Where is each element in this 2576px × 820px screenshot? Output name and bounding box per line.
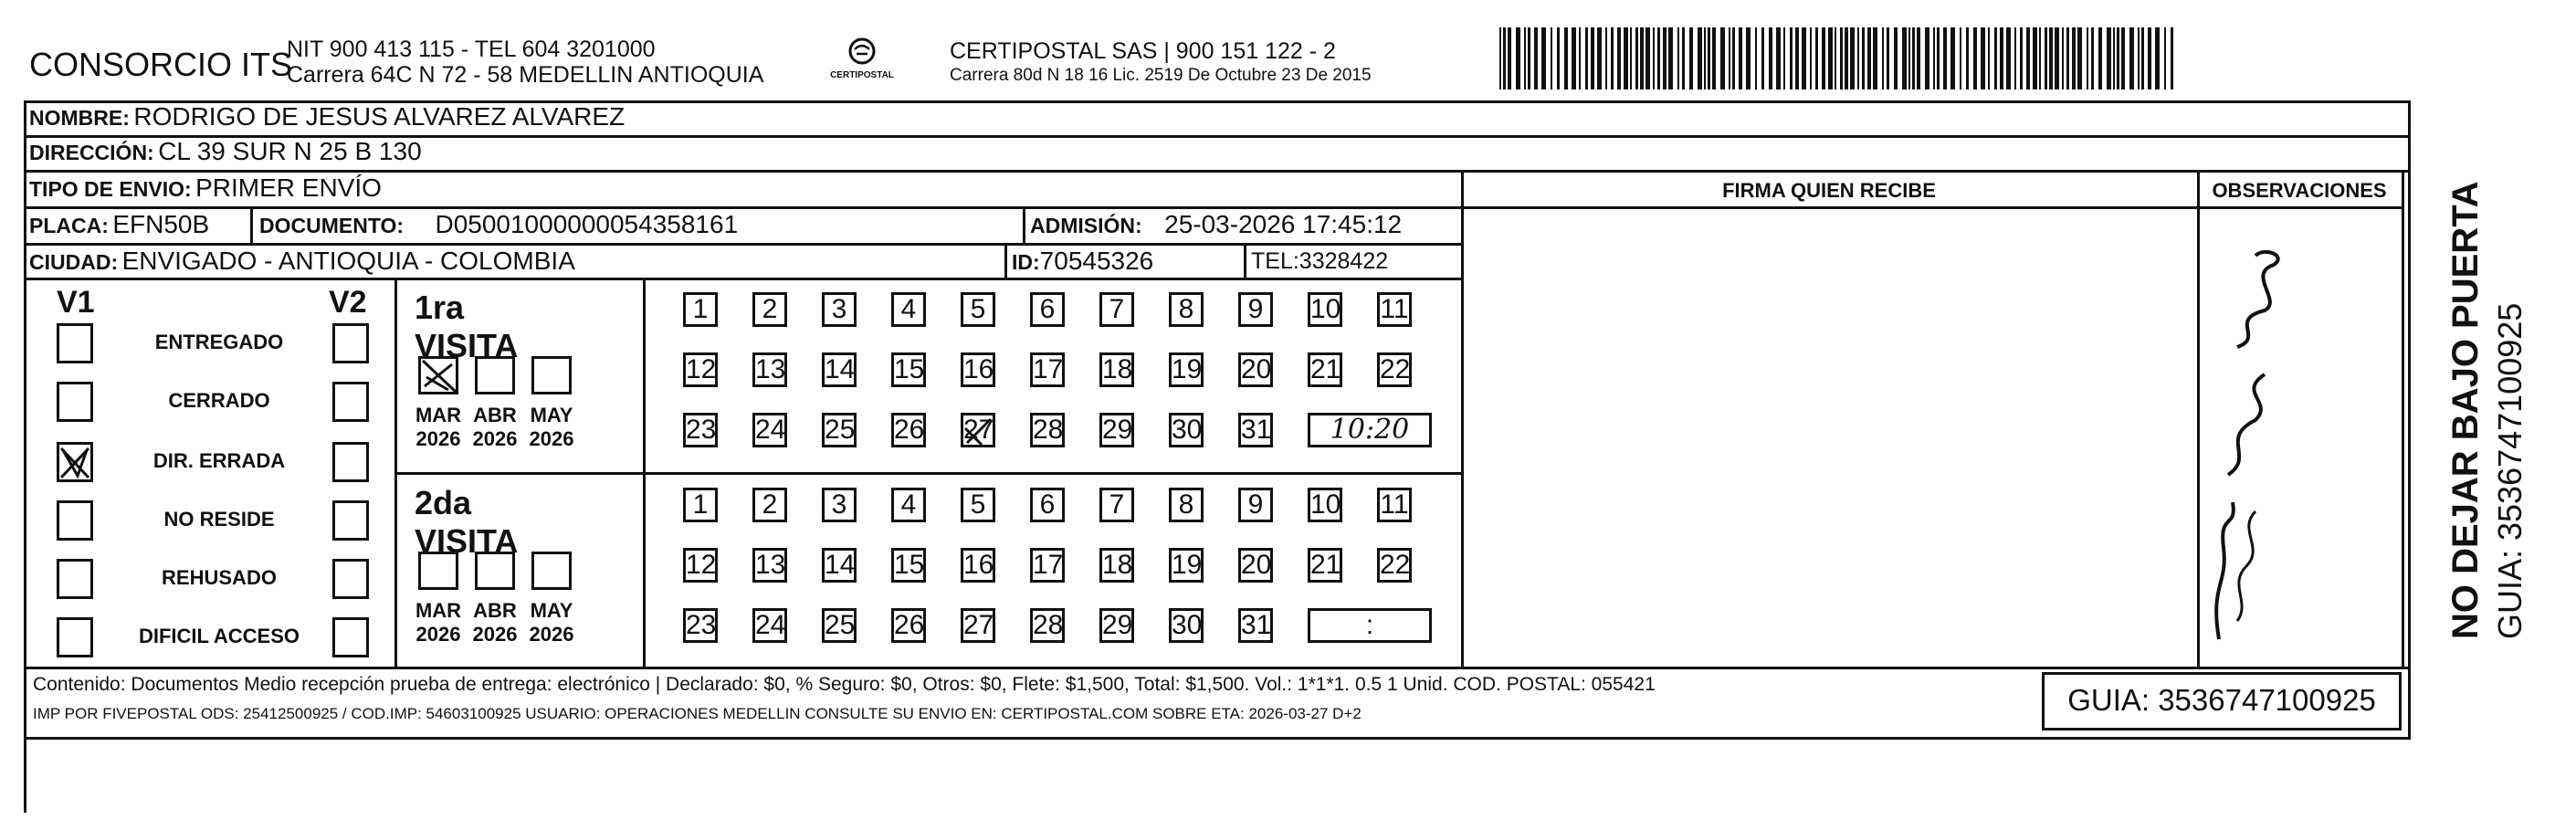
row-divider [24,278,1461,280]
month-label [411,599,466,647]
day-box[interactable]: 23 [683,608,718,643]
v1-checkbox[interactable] [57,559,93,599]
day-box[interactable]: 23 [683,413,718,447]
day-box[interactable]: 12 [683,352,718,387]
v2-checkbox[interactable] [332,442,369,482]
barcode-bar [1516,27,1520,89]
day-box[interactable]: 21 [1308,352,1342,387]
barcode-bar [1873,27,1877,89]
day-box[interactable]: 27 [961,608,995,643]
day-box[interactable]: 4 [891,488,926,522]
day-box[interactable]: 6 [1030,292,1065,327]
barcode-bar [2129,27,2134,89]
tipo-value: PRIMER ENVÍO [195,173,382,202]
day-box[interactable]: 7 [1099,488,1134,522]
v1-checkbox[interactable] [57,382,93,422]
barcode-bar [2033,27,2037,89]
barcode-bar [2164,27,2166,89]
barcode-bar [2138,27,2140,89]
barcode-bar [2020,27,2023,89]
month-box[interactable] [531,356,572,394]
month-name: MAY [530,404,573,426]
nit-line: NIT 900 413 115 - TEL 604 3201000 [287,37,656,62]
row-divider [24,170,2411,173]
address-line: Carrera 64C N 72 - 58 MEDELLIN ANTIOQUIA [287,62,764,88]
certipostal-line: CERTIPOSTAL SAS | 900 151 122 - 2 [950,38,1336,64]
barcode-bar [1617,27,1621,89]
barcode-bar [1835,27,1836,89]
barcode-bar [1712,27,1716,89]
day-box[interactable]: 2 [752,488,787,522]
month-year: 2026 [415,623,461,646]
barcode-bar [1624,27,1628,89]
month-name: MAR [415,404,462,426]
month-name: ABR [473,599,517,622]
row-direccion [29,137,422,166]
day-box[interactable]: 6 [1030,488,1065,522]
barcode-bar [1828,27,1833,89]
day-box[interactable]: 3 [822,292,857,327]
barcode-bar [1541,27,1546,89]
month-name: MAY [530,599,573,622]
status-option-label: DIR. ERRADA [152,449,286,472]
month-name: ABR [473,404,517,426]
barcode-bar [2039,27,2041,89]
barcode-bar [1867,27,1871,89]
barcode-bar [2141,27,2144,89]
barcode-bar [1988,27,1990,89]
barcode-bar [1732,27,1735,89]
barcode-bar [1524,27,1526,89]
barcode-bar [2055,27,2059,89]
barcode-bar [1663,27,1667,89]
barcode-bar [1912,27,1915,89]
day-box[interactable]: 20 [1238,352,1273,387]
barcode-bar [1704,27,1706,89]
barcode-bar [1630,27,1632,89]
barcode-bar [2072,27,2076,89]
row-id [1012,247,1153,276]
barcode-bar [1894,27,1898,89]
barcode-bar [2113,27,2115,89]
license-line: Carrera 80d N 18 16 Lic. 2519 De Octubre 23 De 2015 [950,66,1372,85]
day-box[interactable]: 9 [1238,488,1273,522]
barcode-bar [2117,27,2119,89]
barcode-bar [1862,27,1865,89]
barcode [1499,27,2179,89]
barcode-bar [1720,27,1725,89]
barcode-bar [1668,27,1673,89]
v2-checkbox[interactable] [332,559,369,599]
vline-obs [2197,170,2200,667]
day-box[interactable]: 2 [752,292,787,327]
day-box[interactable]: 14 [822,548,857,583]
month-box[interactable] [418,552,458,590]
barcode-bar [1795,27,1799,89]
handwritten-signature-icon [2201,237,2301,657]
barcode-bar [1585,27,1588,89]
barcode-bar [1966,27,1969,89]
tipo-label: TIPO DE ENVIO: [29,177,192,201]
barcode-bar [1937,27,1940,89]
ciudad-value: ENVIGADO - ANTIOQUIA - COLOMBIA [121,247,575,275]
barcode-bar [1857,27,1859,89]
barcode-bar [1557,27,1560,89]
barcode-bar [2014,27,2016,89]
logo-text: CERTIPOSTAL [830,70,894,80]
time-box[interactable]: 10:20 [1308,413,1432,447]
barcode-bar [1499,27,1501,89]
barcode-bar [1640,27,1644,89]
row-divider [24,667,2411,669]
day-box[interactable]: 13 [752,352,787,387]
v2-checkbox[interactable] [332,617,369,657]
v2-checkbox[interactable] [332,382,369,422]
barcode-bar [1902,27,1907,89]
day-box[interactable]: 15 [891,548,926,583]
barcode-bar [1790,27,1793,89]
month-box[interactable] [418,356,458,394]
vline-firma [1461,170,1464,667]
day-box[interactable]: 11 [1377,292,1412,327]
day-box[interactable]: 17 [1030,352,1065,387]
status-option-label: ENTREGADO [154,331,284,353]
month-label [468,599,522,647]
firma-header: FIRMA QUIEN RECIBE [1722,179,1936,202]
day-box[interactable]: 25 [822,413,857,447]
v2-checkbox[interactable] [332,323,369,363]
day-box[interactable]: 3 [822,488,857,522]
status-option-label: DIFICIL ACCESO [138,625,300,647]
row-divider [1461,206,2402,209]
day-box[interactable]: 14 [822,352,857,387]
barcode-bar [1689,27,1693,89]
day-box[interactable]: 12 [683,548,718,583]
v1-checkbox[interactable] [57,442,93,482]
barcode-bar [1882,27,1884,89]
month-box[interactable] [475,356,515,394]
tel-label: TEL: [1251,248,1299,274]
day-box[interactable]: 10 [1308,292,1342,327]
certipostal-logo-icon [844,37,880,66]
day-box[interactable]: 25 [822,608,857,643]
day-box[interactable]: 31 [1238,608,1273,643]
row-documento [259,210,738,239]
tel-value: 3328422 [1299,248,1389,274]
v1-checkbox[interactable] [57,323,93,363]
barcode-bar [2062,27,2064,89]
barcode-bar [1746,27,1751,89]
month-year: 2026 [415,427,461,450]
direccion-value: CL 39 SUR N 25 B 130 [158,137,422,165]
v1-checkbox[interactable] [57,500,93,541]
day-box[interactable]: 5 [961,488,995,522]
day-box[interactable]: 28 [1030,413,1065,447]
day-box[interactable]: 9 [1238,292,1273,327]
day-box[interactable]: 7 [1099,292,1134,327]
barcode-bar [1677,27,1679,89]
visit-title: 1ra VISITA [415,289,519,364]
nombre-value: RODRIGO DE JESUS ALVAREZ ALVAREZ [133,102,626,131]
direccion-label: DIRECCIÓN: [29,141,154,164]
day-box[interactable]: 16 [961,352,995,387]
barcode-bar [1802,27,1806,89]
day-box[interactable]: 18 [1099,548,1134,583]
vline-obs-right [2402,170,2404,667]
barcode-bar [1534,27,1538,89]
barcode-bar [1917,27,1920,89]
month-year: 2026 [472,427,518,450]
day-box[interactable]: 22 [1377,548,1412,583]
month-label [411,404,466,451]
day-box[interactable]: 26 [891,413,926,447]
barcode-bar [1528,27,1530,89]
barcode-bar [1822,27,1825,89]
barcode-bar [1611,27,1614,89]
day-box[interactable]: 20 [1238,548,1273,583]
day-box[interactable]: 24 [752,413,787,447]
barcode-bar [1503,27,1506,89]
barcode-bar [1605,27,1607,89]
day-box[interactable]: 4 [891,292,926,327]
month-year: 2026 [472,623,518,646]
barcode-bar [1994,27,1997,89]
day-box[interactable]: 30 [1169,413,1204,447]
certipostal-logo [829,37,895,89]
barcode-bar [2148,27,2151,89]
barcode-bar [1579,27,1581,89]
visit-divider [394,472,1461,475]
placa-value: EFN50B [112,210,210,238]
day-box[interactable]: 21 [1308,548,1342,583]
barcode-bar [2121,27,2125,89]
day-box[interactable]: 31 [1238,413,1273,447]
guia-footer: GUIA: 3536747100925 [2067,683,2376,717]
admision-label: ADMISIÓN: [1030,214,1142,237]
month-year: 2026 [529,427,574,450]
barcode-bar [1783,27,1785,89]
day-box[interactable]: 17 [1030,548,1065,583]
day-box[interactable]: 10 [1308,488,1342,522]
barcode-bar [1653,27,1655,89]
barcode-bar [1572,27,1576,89]
barcode-bar [1597,27,1602,89]
day-box[interactable]: 18 [1099,352,1134,387]
day-box[interactable]: 19 [1169,352,1204,387]
barcode-bar [1850,27,1855,89]
barcode-bar [2000,27,2003,89]
status-option-label: REHUSADO [162,566,277,589]
vline [1244,243,1246,278]
status-option-label: NO RESIDE [163,508,275,531]
day-box[interactable]: 8 [1169,292,1204,327]
barcode-bar [1769,27,1772,89]
month-box[interactable] [475,552,515,590]
day-box[interactable]: 22 [1377,352,1412,387]
header [0,0,2576,100]
vline [250,206,253,243]
barcode-bar [2091,27,2094,89]
company-name: CONSORCIO ITS [29,46,293,83]
day-box[interactable]: 15 [891,352,926,387]
month-year: 2026 [529,623,574,646]
obs-header: OBSERVACIONES [2212,179,2387,202]
day-box[interactable]: 29 [1099,608,1134,643]
barcode-bar [1591,27,1594,89]
barcode-bar [1960,27,1961,89]
barcode-bar [2049,27,2053,89]
barcode-bar [1551,27,1552,89]
barcode-bar [1698,27,1702,89]
id-value: 70545326 [1039,247,1154,275]
barcode-bar [1981,27,1985,89]
side-guia: GUIA: 3536747100925 [2491,302,2529,639]
visit-title: 2da VISITA [415,484,519,560]
month-label [524,404,579,451]
barcode-bar [1776,27,1781,89]
barcode-bar [2107,27,2111,89]
day-box[interactable]: 5 [961,292,995,327]
barcode-bar [2077,27,2082,89]
barcode-bar [1815,27,1818,89]
footer-imp: IMP POR FIVEPOSTAL ODS: 25412500925 / COD.IMP: 54603100925 USUARIO: OPERACIONES MEDELLIN CONSULTE SU ENVIO EN: CERTIPOSTAL.COM SOBRE ETA: 2026-03-27 D+2 [33,705,1362,722]
barcode-bar [1925,27,1929,89]
barcode-bar [1943,27,1947,89]
barcode-bar [1682,27,1685,89]
vline [1023,206,1025,243]
barcode-bar [1810,27,1812,89]
v1-checkbox[interactable] [57,617,93,657]
day-box[interactable]: 26 [891,608,926,643]
status-option-label: CERRADO [168,389,270,412]
barcode-bar [2006,27,2011,89]
barcode-bar [1708,27,1710,89]
barcode-bar [2087,27,2088,89]
footer-contenido: Contenido: Documentos Medio recepción prueba de entrega: electrónico | Declarado: $0, % Seguro: $0, Otros: $0, Flete: $1,500, Total: $1,500. Vol.: 1*1*1. 0.5 1 Unid. COD. POSTAL: 055421 [33,674,1656,695]
row-tel [1251,248,1388,275]
day-box[interactable]: 30 [1169,608,1204,643]
day-box[interactable]: 11 [1377,488,1412,522]
barcode-bar [1933,27,1935,89]
barcode-bar [1887,27,1889,89]
barcode-bar [2098,27,2102,89]
barcode-bar [2171,27,2173,89]
row-ciudad [29,247,575,276]
barcode-bar [1645,27,1650,89]
documento-label: DOCUMENTO: [259,214,405,237]
barcode-bar [1729,27,1730,89]
barcode-bar [1840,27,1843,89]
barcode-bar [2045,27,2047,89]
no-dejar-text: NO DEJAR BAJO PUERTA [2445,181,2486,639]
month-label [524,599,579,647]
barcode-bar [1564,27,1568,89]
month-name: MAR [415,599,462,622]
day-box[interactable]: 24 [752,608,787,643]
day-box[interactable]: 8 [1169,488,1204,522]
v2-label: V2 [329,285,367,320]
barcode-bar [1908,27,1910,89]
day-box[interactable]: 16 [961,548,995,583]
ciudad-label: CIUDAD: [29,250,119,274]
barcode-bar [1973,27,1977,89]
row-divider [24,206,1461,209]
day-box[interactable]: 28 [1030,608,1065,643]
barcode-bar [1508,27,1511,89]
barcode-bar [2026,27,2030,89]
row-admision [1030,210,1402,239]
day-box[interactable]: 27 [961,413,995,447]
documento-value: D05001000000054358161 [435,210,739,238]
barcode-bar [2066,27,2069,89]
barcode-bar [1755,27,1757,89]
barcode-bar [1657,27,1660,89]
day-box[interactable]: 1 [683,488,718,522]
barcode-bar [2155,27,2160,89]
vline [1004,243,1007,278]
barcode-bar [1635,27,1638,89]
barcode-bar [1761,27,1764,89]
day-box[interactable]: 19 [1169,548,1204,583]
month-box[interactable] [531,552,572,590]
v1-label: V1 [57,285,95,320]
v2-checkbox[interactable] [332,500,369,541]
nombre-label: NOMBRE: [29,106,130,130]
lower-margin-line [24,740,26,813]
row-nombre [29,102,625,135]
barcode-bar [1739,27,1742,89]
time-box[interactable]: : [1308,608,1432,643]
day-box[interactable]: 13 [752,548,787,583]
barcode-bar [1845,27,1848,89]
row-tipo [29,173,382,203]
day-box[interactable]: 1 [683,292,718,327]
placa-label: PLACA: [29,214,109,237]
row-placa [29,210,209,239]
id-label: ID: [1012,250,1040,274]
barcode-bar [1950,27,1955,89]
day-box[interactable]: 29 [1099,413,1134,447]
admision-value: 25-03-2026 17:45:12 [1164,210,1403,238]
month-label [468,404,522,451]
